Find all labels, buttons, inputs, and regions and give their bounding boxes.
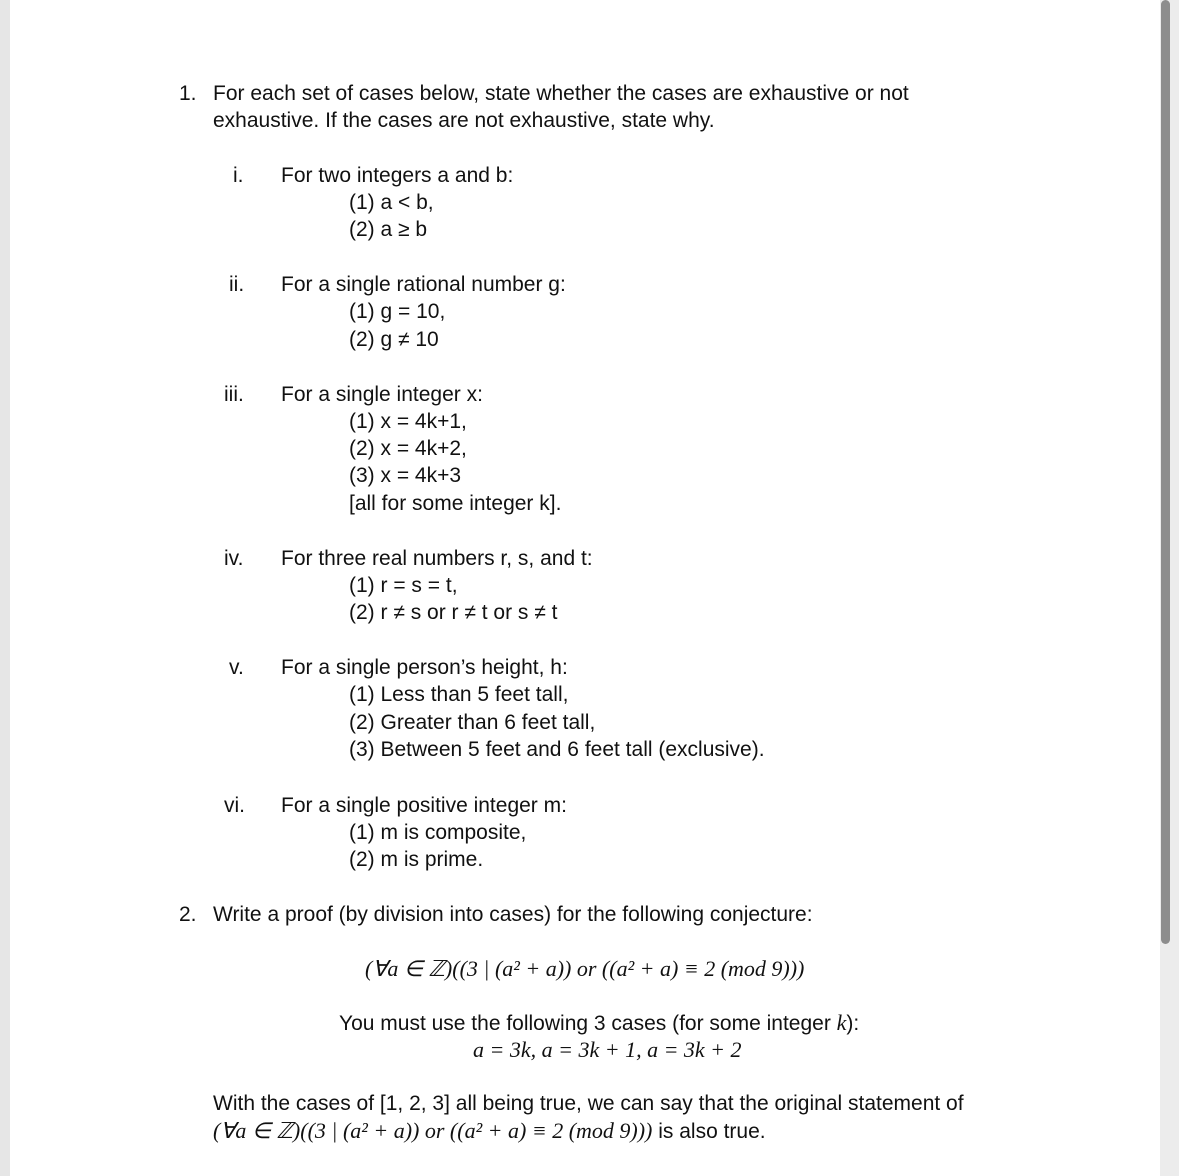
cases-instruction-prefix: You must use the following 3 cases (for some integer (339, 1012, 837, 1035)
item-ii-title: For a single rational number g: (281, 273, 566, 296)
q2-number: 2. (179, 903, 197, 926)
q2-conclusion-line2 (213, 1117, 766, 1145)
item-vi-case-1: (1) m is composite, (349, 821, 527, 844)
cases-instruction-variable: k (836, 1010, 847, 1035)
item-iv-numeral: iv. (224, 547, 244, 570)
item-iii-numeral: iii. (224, 383, 244, 406)
item-iii-case-3: (3) x = 4k+3 (349, 464, 462, 487)
item-i-case-2: (2) a ≥ b (349, 218, 428, 241)
conclusion-end-text: is also true. (652, 1120, 766, 1143)
item-v-title: For a single person’s height, h: (281, 656, 568, 679)
item-v-numeral: v. (229, 656, 244, 679)
item-v-case-1: (1) Less than 5 feet tall, (349, 683, 569, 706)
q2-prompt: Write a proof (by division into cases) for the following conjecture: (213, 903, 813, 926)
item-ii-case-1: (1) g = 10, (349, 300, 446, 323)
item-iv-case-1: (1) r = s = t, (349, 574, 458, 597)
q2-conjecture-formula: (∀a ∈ ℤ)((3 | (a² + a)) or ((a² + a) ≡ 2 (mod 9))) (365, 956, 805, 981)
q1-prompt-line1: For each set of cases below, state whether the cases are exhaustive or not (213, 82, 909, 105)
q1-prompt-line2: exhaustive. If the cases are not exhaustive, state why. (213, 109, 715, 132)
item-vi-numeral: vi. (224, 794, 245, 817)
cases-instruction-suffix: ): (846, 1012, 860, 1035)
item-vi-title: For a single positive integer m: (281, 794, 567, 817)
item-i-numeral: i. (233, 164, 244, 187)
item-iii-case-1: (1) x = 4k+1, (349, 410, 467, 433)
item-iv-case-2: (2) r ≠ s or r ≠ t or s ≠ t (349, 601, 558, 624)
conclusion-formula: (∀a ∈ ℤ)((3 | (a² + a)) or ((a² + a) ≡ 2 (mod 9))) (213, 1118, 653, 1143)
item-i-case-1: (1) a < b, (349, 191, 434, 214)
item-iii-note: [all for some integer k]. (349, 492, 562, 515)
item-vi-case-2: (2) m is prime. (349, 848, 484, 871)
item-v-case-3: (3) Between 5 feet and 6 feet tall (exclusive). (349, 738, 765, 761)
item-iii-case-2: (2) x = 4k+2, (349, 437, 467, 460)
item-v-case-2: (2) Greater than 6 feet tall, (349, 711, 596, 734)
item-iii-title: For a single integer x: (281, 383, 483, 406)
q1-number: 1. (179, 82, 197, 105)
item-i-title: For two integers a and b: (281, 164, 514, 187)
document-page (10, 0, 1160, 1176)
q2-cases-instruction (339, 1009, 859, 1037)
item-ii-numeral: ii. (229, 273, 245, 296)
item-ii-case-2: (2) g ≠ 10 (349, 328, 439, 351)
q2-conclusion-line1: With the cases of [1, 2, 3] all being true, we can say that the original statement of (213, 1092, 964, 1115)
item-iv-title: For three real numbers r, s, and t: (281, 547, 593, 570)
scrollbar-thumb[interactable] (1161, 0, 1170, 944)
q2-cases-formula: a = 3k, a = 3k + 1, a = 3k + 2 (473, 1037, 742, 1062)
